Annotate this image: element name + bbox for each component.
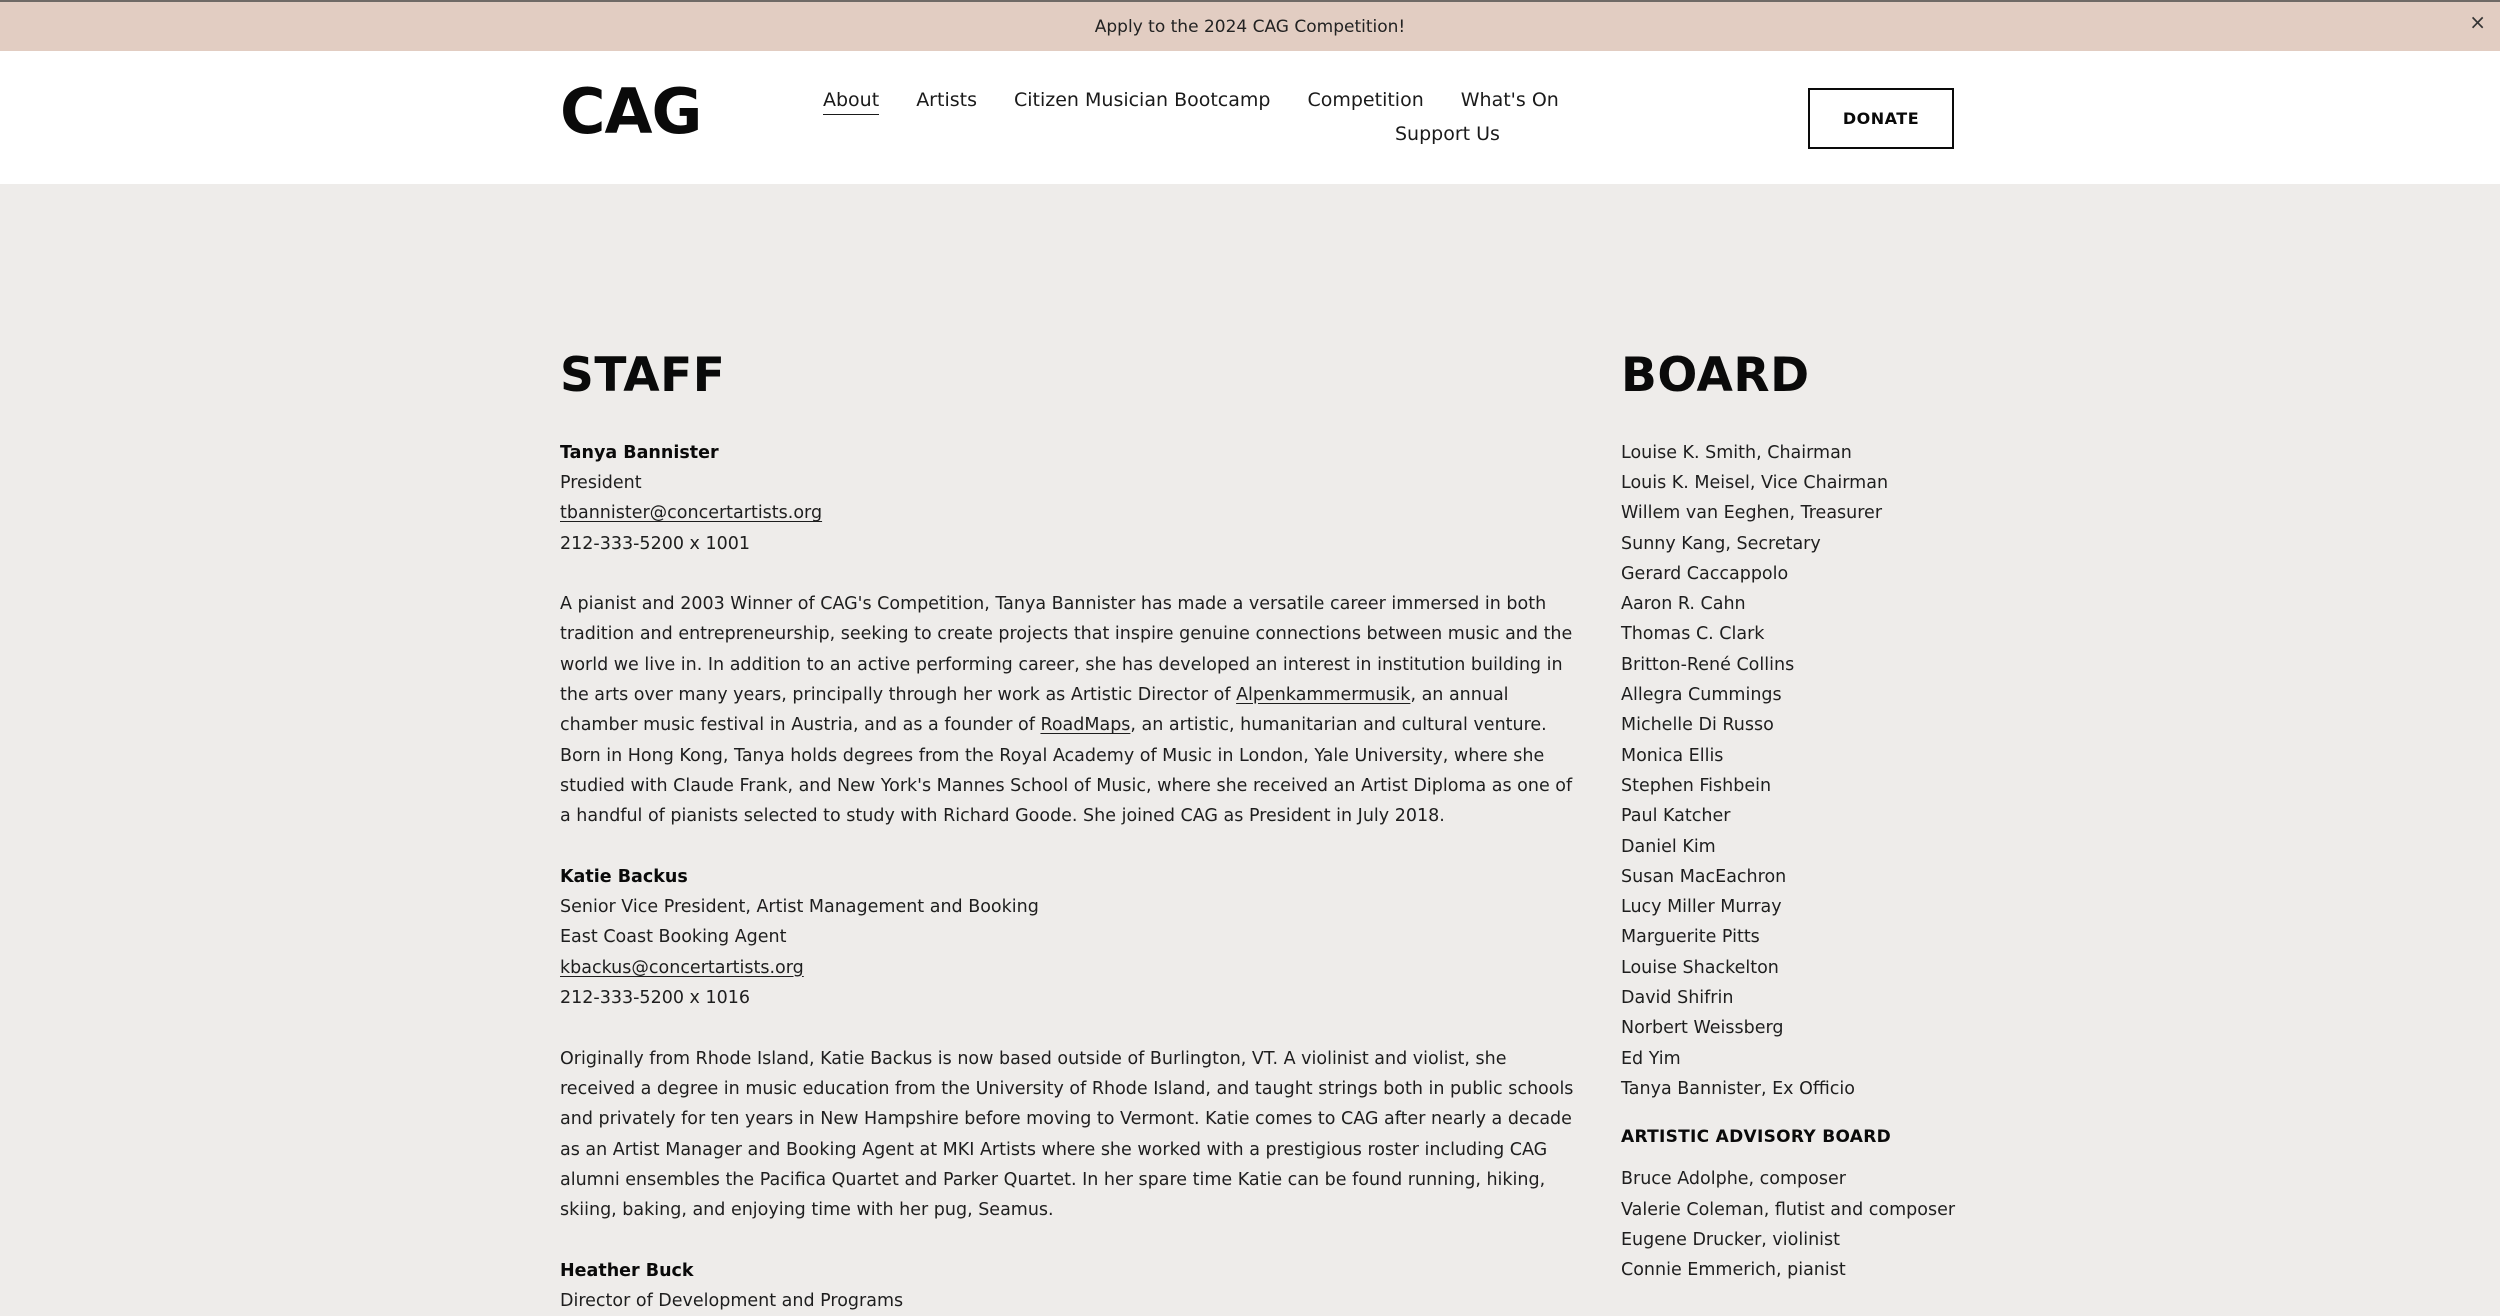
board-member: Lucy Miller Murray (1621, 897, 1782, 918)
main-nav-row-2 (1395, 123, 1500, 145)
staff-bio: Originally from Rhode Island, Katie Backus is now based outside of Burlington, VT. A violinist and violist, she received a degree in music education from the University of Rhode Island, and taught strings both in public schools and privately for ten years in New Hampshire before moving to Vermont. Katie comes to CAG after nearly a decade as an Artist Manager and Booking Agent at MKI Artists where she worked with a prestigious roster including CAG alumni ensembles the Pacifica Quartet and Parker Quartet. In her spare time Katie can be found running, hiking, skiing, baking, and enjoying time with her pug, Seamus. (560, 1048, 1574, 1221)
board-section (1621, 350, 2021, 1285)
board-member: Thomas C. Clark (1621, 624, 1765, 645)
staff-bio (560, 589, 1580, 831)
nav-artists[interactable]: Artists (916, 89, 977, 111)
board-member-list (1621, 438, 2021, 1105)
board-member: Britton-René Collins (1621, 654, 1795, 675)
announcement-link[interactable]: Apply to the 2024 CAG Competition! (1094, 16, 1406, 37)
board-member: Monica Ellis (1621, 745, 1724, 766)
board-member: Gerard Caccappolo (1621, 563, 1789, 584)
roadmaps-link[interactable]: RoadMaps (1040, 715, 1131, 736)
site-header (0, 51, 2500, 184)
staff-name: Katie Backus (560, 866, 688, 887)
nav-whats-on[interactable]: What's On (1460, 89, 1559, 111)
nav-about[interactable]: About (823, 89, 879, 115)
site-logo[interactable]: CAG (560, 75, 702, 148)
staff-member-tanya (560, 438, 1580, 832)
close-icon[interactable]: × (2469, 10, 2486, 34)
advisory-member-list (1621, 1164, 2021, 1285)
bio-text: , an artistic, humanitarian and cultural venture. Born in Hong Kong, Tanya holds degrees from the Royal Academy of Music in London, Yale University, where she studied with Claude Frank, and New York's Mannes School of Music, where she received an Artist Diploma as one of a handful of pianists selected to study with Richard Goode. She joined CAG as President in July 2018. (560, 715, 1573, 827)
advisory-member: Valerie Coleman, flutist and composer (1621, 1199, 1956, 1220)
announcement-bar[interactable] (0, 0, 2500, 51)
staff-name: Heather Buck (560, 1260, 694, 1281)
board-member: Paul Katcher (1621, 806, 1731, 827)
board-member: Susan MacEachron (1621, 866, 1787, 887)
board-member: Norbert Weissberg (1621, 1018, 1784, 1039)
board-member: Stephen Fishbein (1621, 775, 1772, 796)
staff-email-link[interactable]: kbackus@concertartists.org (560, 957, 804, 978)
board-member: Marguerite Pitts (1621, 927, 1760, 948)
staff-phone: 212-333-5200 x 1016 (560, 988, 750, 1009)
staff-member-heather (560, 1256, 1580, 1316)
advisory-board-title: ARTISTIC ADVISORY BOARD (1621, 1127, 1892, 1148)
staff-role: Senior Vice President, Artist Management and Booking (560, 897, 1039, 918)
board-title: BOARD (1621, 348, 1810, 403)
board-member: Louis K. Meisel, Vice Chairman (1621, 472, 1889, 493)
staff-section (560, 350, 1580, 1316)
donate-button[interactable]: DONATE (1808, 88, 1954, 149)
board-member: Allegra Cummings (1621, 685, 1782, 706)
staff-member-katie (560, 862, 1580, 1226)
board-member: Ed Yim (1621, 1048, 1681, 1069)
board-member: Sunny Kang, Secretary (1621, 533, 1821, 554)
staff-role: President (560, 472, 642, 493)
bio-text: A pianist and 2003 Winner of CAG's Competition, Tanya Bannister has made a versatile career immersed in both tradition and entrepreneurship, seeking to create projects that inspire genuine connections between music and the world we live in. In addition to an active performing career, she has developed an interest in institution building in the arts over many years, principally through her work as Artistic Director of (560, 594, 1573, 706)
board-member: David Shifrin (1621, 988, 1734, 1009)
bio-text: , an annual chamber music festival in Austria, and as a founder of (560, 685, 1509, 736)
board-member: Aaron R. Cahn (1621, 594, 1746, 615)
board-member: Michelle Di Russo (1621, 715, 1774, 736)
board-member: Daniel Kim (1621, 836, 1716, 857)
nav-competition[interactable]: Competition (1307, 89, 1424, 111)
staff-phone: 212-333-5200 x 1001 (560, 533, 750, 554)
staff-name: Tanya Bannister (560, 442, 719, 463)
board-member: Willem van Eeghen, Treasurer (1621, 503, 1883, 524)
staff-role: Director of Development and Programs (560, 1291, 904, 1311)
board-member: Tanya Bannister, Ex Officio (1621, 1078, 1855, 1099)
nav-citizen-musician-bootcamp[interactable]: Citizen Musician Bootcamp (1013, 89, 1271, 111)
advisory-member: Bruce Adolphe, composer (1621, 1169, 1846, 1190)
advisory-member: Eugene Drucker, violinist (1621, 1229, 1841, 1250)
board-member: Louise K. Smith, Chairman (1621, 442, 1852, 463)
alpenkammermusik-link[interactable]: Alpenkammermusik (1236, 685, 1411, 706)
nav-support-us[interactable]: Support Us (1395, 123, 1500, 145)
main-nav (823, 89, 1559, 115)
board-member: Louise Shackelton (1621, 957, 1779, 978)
staff-title: STAFF (560, 348, 726, 403)
staff-role-secondary: East Coast Booking Agent (560, 927, 787, 948)
advisory-member: Connie Emmerich, pianist (1621, 1260, 1846, 1281)
staff-email-link[interactable]: tbannister@concertartists.org (560, 503, 823, 524)
